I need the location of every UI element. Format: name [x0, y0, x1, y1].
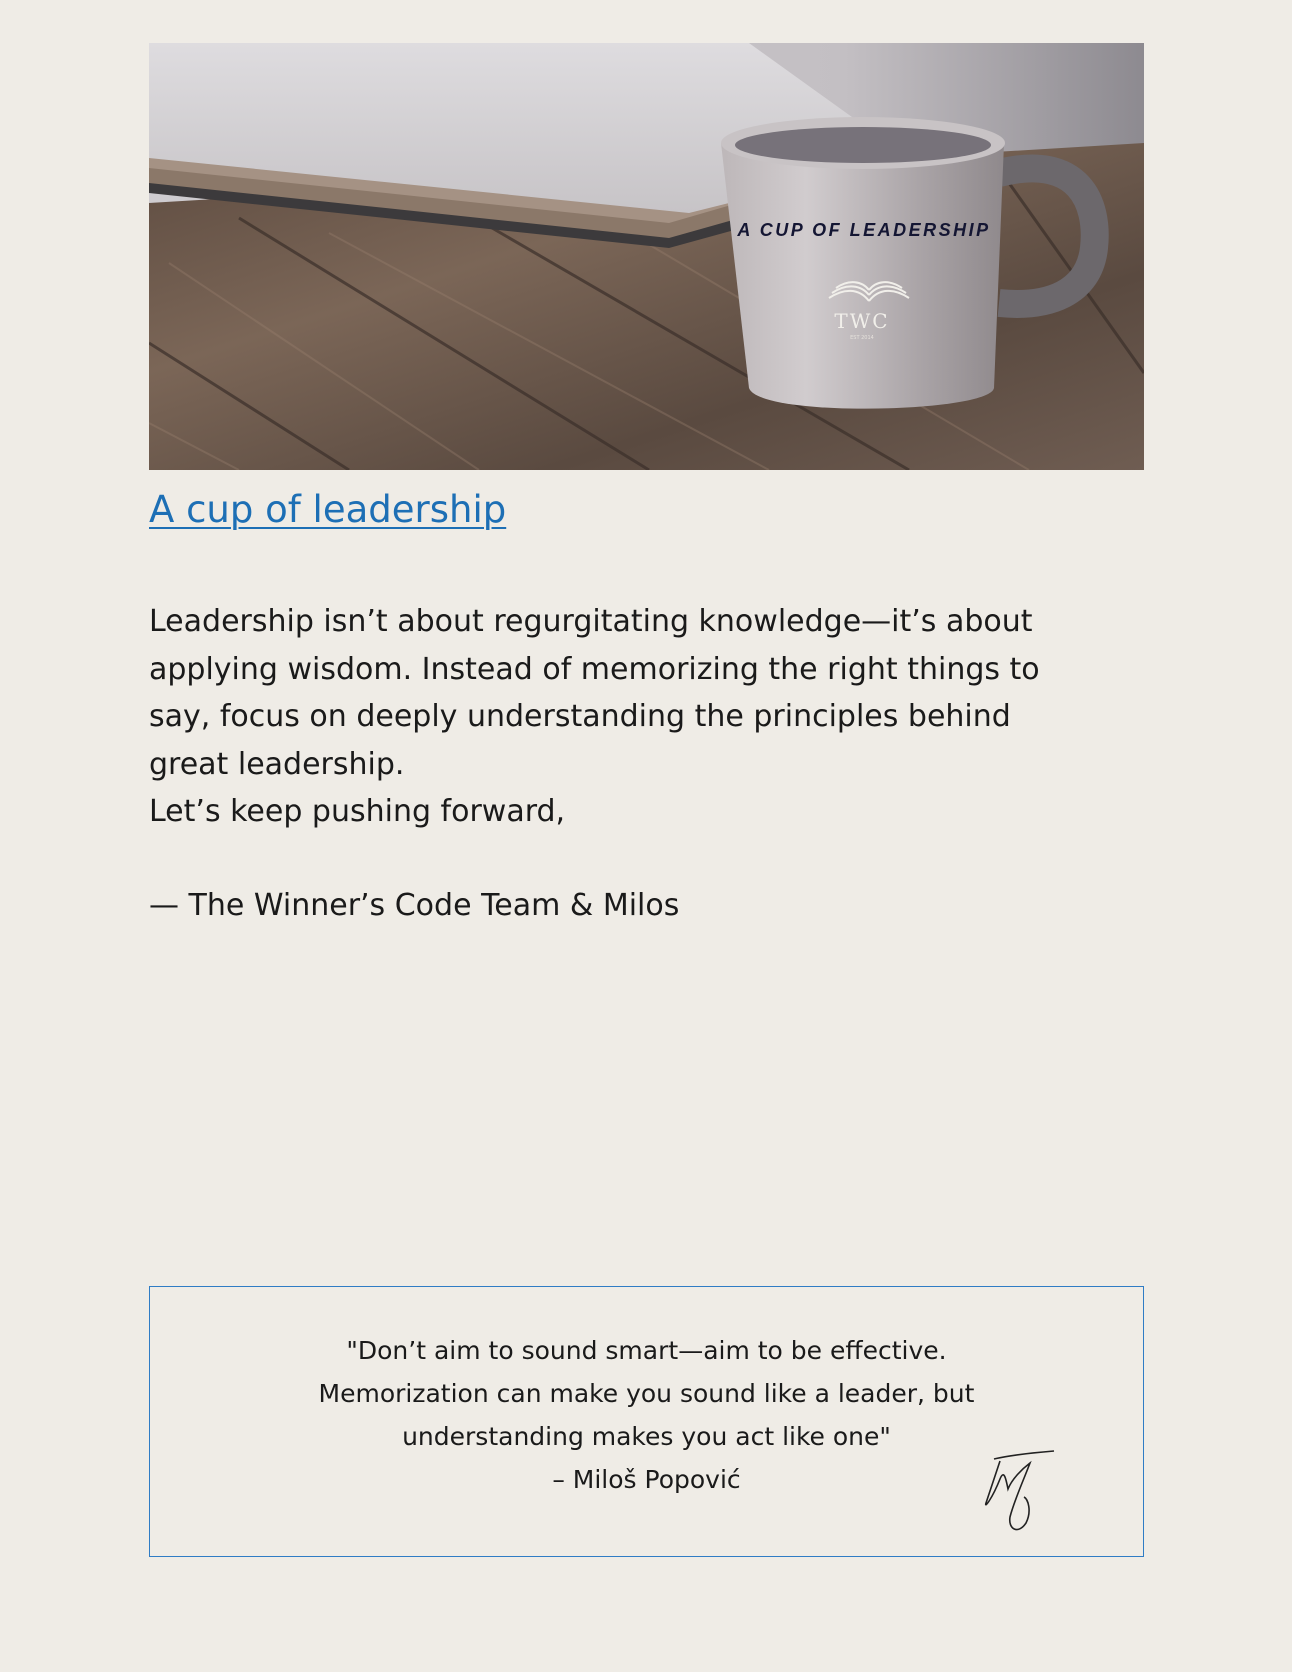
quote-author: – Miloš Popović	[552, 1465, 741, 1494]
body-text	[149, 598, 1089, 836]
hero-image	[149, 43, 1144, 470]
body-paragraph: Leadership isn’t about regurgitating knowledge—it’s about applying wisdom. Instead of memorizing the right things to say, focus on deeply understanding the principles behind great leadership.	[149, 604, 1040, 782]
mug-text: A CUP OF LEADERSHIP	[737, 220, 991, 240]
signature-icon	[970, 1439, 1060, 1535]
coffee-mug-photo	[149, 43, 1144, 470]
closing-line: Let’s keep pushing forward,	[149, 794, 566, 829]
quote-box	[149, 1286, 1144, 1557]
mug-logo-subtext: EST 2014	[850, 335, 874, 341]
mug-logo-text: TWC	[834, 309, 890, 333]
quote-text: "Don’t aim to sound smart—aim to be effective. Memorization can make you sound like a leader, but understanding makes you act like one"	[318, 1336, 975, 1451]
headline-link[interactable]: A cup of leadership	[149, 488, 507, 531]
signoff: — The Winner’s Code Team & Milos	[149, 888, 680, 923]
